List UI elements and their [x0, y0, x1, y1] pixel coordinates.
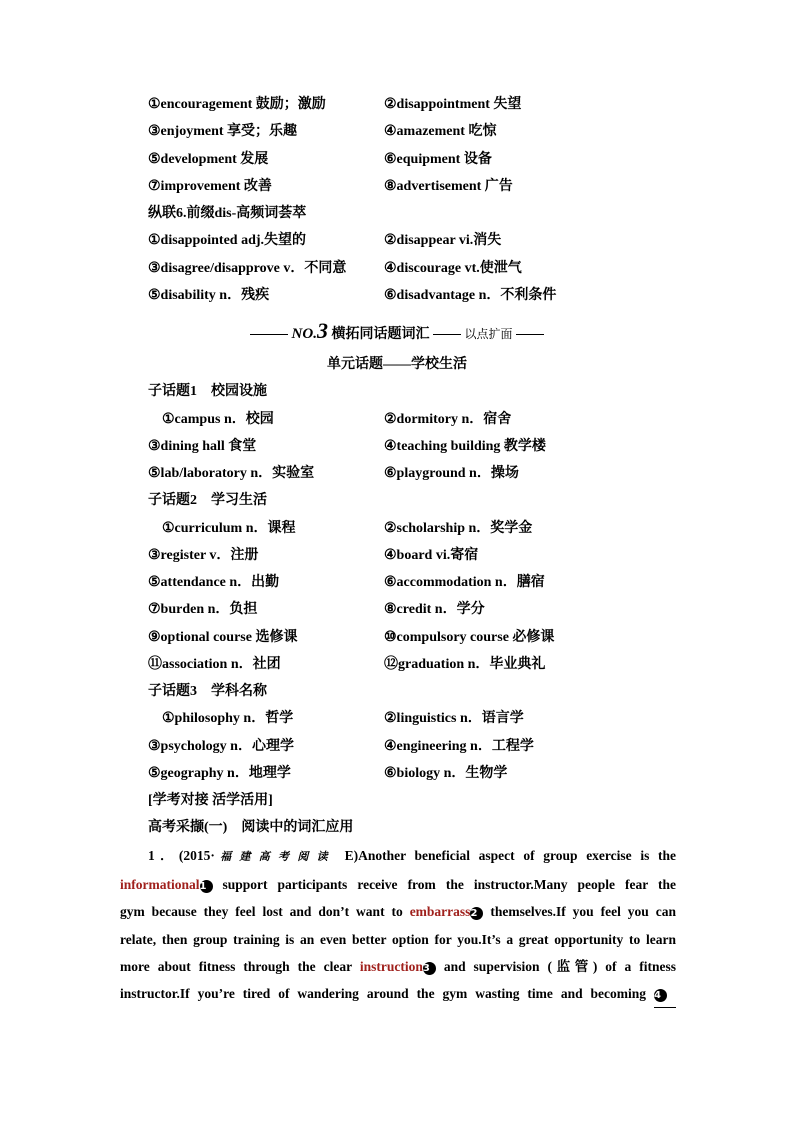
passage-text: gym because they feel lost and don’t want to	[120, 904, 410, 920]
word-item: ③psychology n．心理学	[148, 739, 294, 754]
passage-line	[120, 871, 676, 898]
word-item: ⑨optional course 选修课	[148, 630, 298, 645]
passage-line	[120, 842, 676, 871]
word-item: ②disappear vi.消失	[384, 233, 502, 248]
banner-title: 横拓同话题词汇	[331, 327, 430, 342]
banner-rule	[516, 334, 544, 335]
section-heading: 纵联6.前缀dis-高频词荟萃	[148, 206, 307, 221]
passage-text: and supervision (监管) of a fitness	[435, 958, 676, 974]
word-item: ①disappointed adj.失望的	[148, 233, 307, 248]
word-item: ⑤development 发展	[148, 152, 269, 167]
word-item: ①curriculum n．课程	[162, 521, 296, 536]
topic-heading: 子话题2 学习生活	[148, 493, 267, 508]
word-item: ①encouragement 鼓励；激励	[148, 97, 326, 112]
word-item: ⑪association n．社团	[148, 657, 281, 672]
word-item: ④board vi.寄宿	[384, 548, 479, 563]
word-item: ⑥playground n．操场	[384, 466, 519, 481]
word-item: ②disappointment 失望	[384, 97, 522, 112]
passage-text: E)Another beneficial aspect of group exercise is the	[335, 848, 677, 863]
highlighted-word: instruction	[359, 958, 423, 974]
word-item: ④amazement 吃惊	[384, 124, 497, 139]
passage-line	[120, 898, 676, 925]
banner-number: 3	[316, 318, 328, 343]
banner-rule	[433, 334, 461, 335]
word-item: ⑤disability n．残疾	[148, 288, 270, 303]
word-item: ⑤geography n．地理学	[148, 766, 291, 781]
passage-text: instructor.If you’re tired of wandering around the gym wasting time and becoming	[120, 986, 654, 1002]
passage-line	[120, 953, 676, 980]
passage-text: 1．(2015·	[148, 848, 215, 863]
passage-line: relate, then group training is an even better option for you.It’s a great opportunity to learn	[120, 931, 676, 947]
word-item: ⑥equipment 设备	[384, 152, 492, 167]
number-marker: 1	[200, 880, 213, 893]
number-marker: 3	[423, 962, 436, 975]
word-item: ④discourage vt.使泄气	[384, 261, 522, 276]
number-marker: 4	[654, 989, 667, 1002]
number-marker: 2	[470, 907, 483, 920]
banner-prefix: NO.	[291, 326, 317, 342]
word-item: ⑫graduation n．毕业典礼	[384, 657, 546, 672]
word-item: ⑥accommodation n．膳宿	[384, 575, 545, 590]
word-item: ⑥biology n．生物学	[384, 766, 508, 781]
word-item: ③register v．注册	[148, 548, 259, 563]
section-tag: [学考对接 活学活用]	[148, 793, 273, 808]
highlighted-word: informational	[120, 877, 200, 893]
word-item: ①philosophy n．哲学	[162, 711, 294, 726]
topic-heading: 子话题3 学科名称	[148, 684, 267, 699]
word-item: ⑧advertisement 广告	[384, 179, 513, 194]
passage-text: themselves.If you feel you can	[483, 904, 676, 920]
word-item: ⑦improvement 改善	[148, 179, 272, 194]
section-banner	[0, 318, 794, 348]
passage-source: 福建高考阅读	[214, 851, 336, 863]
passage-text: support participants receive from the instructor.Many people fear the	[212, 877, 676, 893]
word-item: ⑧credit n．学分	[384, 602, 485, 617]
topic-heading: 子话题1 校园设施	[148, 384, 267, 399]
word-item: ⑥disadvantage n．不利条件	[384, 288, 557, 303]
word-item: ④teaching building 教学楼	[384, 439, 546, 454]
word-item: ⑩compulsory course 必修课	[384, 630, 555, 645]
word-item: ⑤attendance n．出勤	[148, 575, 280, 590]
banner-tail: 以点扩面	[464, 327, 513, 341]
unit-topic: 单元话题——学校生活	[327, 357, 467, 372]
sub-section-heading: 高考采撷(一) 阅读中的词汇应用	[148, 820, 354, 835]
word-item: ①campus n．校园	[162, 412, 274, 427]
passage-text: more about fitness through the clear	[120, 958, 360, 974]
word-item: ⑦burden n．负担	[148, 602, 258, 617]
word-item: ③dining hall 食堂	[148, 439, 257, 454]
word-item: ②linguistics n．语言学	[384, 711, 524, 726]
passage-line	[120, 980, 676, 1008]
word-item: ③disagree/disapprove v．不同意	[148, 261, 347, 276]
word-item: ②dormitory n．宿舍	[384, 412, 512, 427]
word-item: ④engineering n．工程学	[384, 739, 534, 754]
word-item: ⑤lab/laboratory n．实验室	[148, 466, 315, 481]
highlighted-word: embarrass	[409, 904, 471, 920]
reading-passage	[120, 842, 676, 1008]
word-item: ②scholarship n．奖学金	[384, 521, 533, 536]
banner-rule	[250, 334, 288, 335]
word-item: ③enjoyment 享受；乐趣	[148, 124, 298, 139]
answer-blank[interactable]	[654, 980, 676, 1008]
